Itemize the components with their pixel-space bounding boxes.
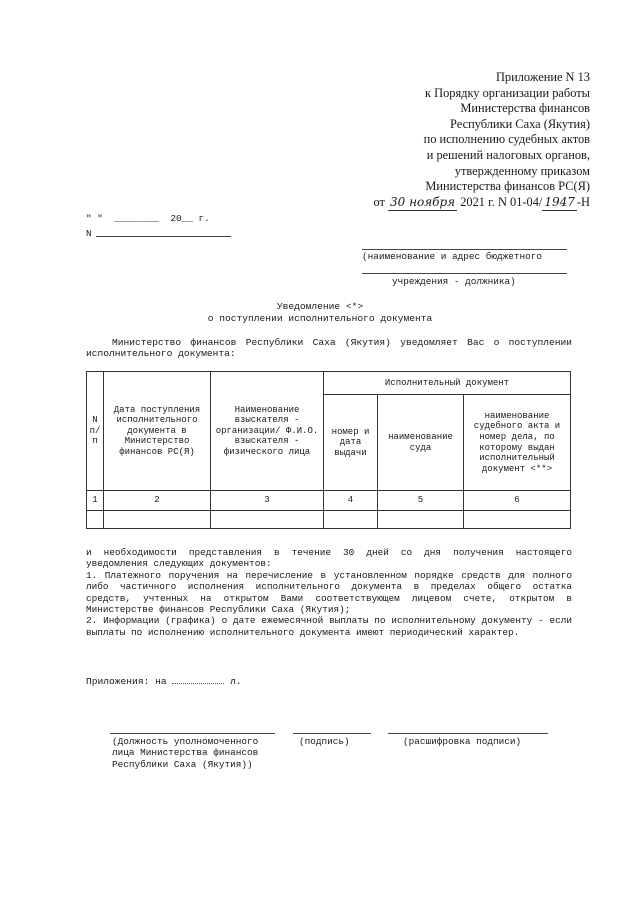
title-line-2: о поступлении исполнительного документа: [207, 313, 433, 324]
attachments-blank: [172, 683, 224, 684]
appendix-line: и решений налоговых органов,: [426, 147, 590, 162]
attachments-label: Приложения: на: [86, 676, 167, 687]
intro-text: Министерство финансов Республики Саха (Якутия) уведомляет Вас о поступлении исполнительного документа:: [86, 337, 572, 359]
appendix-header: [373, 70, 590, 211]
decode-line: [388, 733, 548, 734]
number-underline: [96, 236, 231, 237]
table-empty-cell: [378, 511, 464, 529]
recipient-line-top: [362, 249, 567, 250]
requirements-text: [86, 547, 572, 638]
appendix-line: Республики Саха (Якутия): [450, 116, 590, 131]
recipient-line-bottom: [362, 273, 567, 274]
col-receipt-date-header: Дата поступления исполнительного документа в Министерство финансов РС(Я): [104, 372, 211, 491]
decode-caption: (расшифровка подписи): [403, 736, 522, 747]
number-label: N: [86, 228, 92, 239]
position-caption-line: (Должность уполномоченного: [112, 736, 259, 747]
attachments-line: [86, 676, 242, 687]
col-index-cell: 3: [211, 491, 324, 511]
date-field: " " ________ 20__ г.: [86, 213, 210, 224]
appendix-line: к Порядку организации работы: [425, 85, 590, 100]
position-caption-line: лица Министерства финансов: [112, 747, 259, 759]
requirement-item-2: 2. Информации (графика) о дате ежемесячной выплаты по исполнительному документу - если выплаты по исполнению исполнительного документа имеют периодический характер.: [86, 615, 572, 638]
documents-table: [86, 371, 571, 529]
table-empty-cell: [464, 511, 571, 529]
requirement-item-1: 1. Платежного поручения на перечисление в установленном порядке средств для полного либо частичного исполнения исполнительного документа в пределах общего остатка средств, учтенных на открытом Вами соответствующем лицевом счете, открытом в Министерстве финансов Республики Саха (Якутия);: [86, 569, 572, 616]
table-empty-cell: [324, 511, 378, 529]
col-court-header: наименование суда: [378, 395, 464, 491]
notice-title: [0, 301, 640, 325]
col-index-cell: 6: [464, 491, 571, 511]
position-line: [110, 733, 275, 734]
order-suffix: -Н: [576, 194, 590, 209]
col-doc-number-date-header: номер и дата выдачи: [324, 395, 378, 491]
col-claimant-header: Наименование взыскателя - организации/ Ф.И.О. взыскателя - физического лица: [211, 372, 324, 491]
position-caption-line: Республики Саха (Якутия)): [112, 758, 253, 770]
title-line-1: Уведомление <*>: [276, 301, 364, 312]
order-line: [373, 195, 590, 212]
order-number-handwritten: 1947: [542, 195, 577, 212]
col-index-cell: 2: [104, 491, 211, 511]
signature-caption: (подпись): [299, 736, 350, 747]
order-prefix: от: [373, 194, 385, 209]
order-mid: 2021 г. N 01-04/: [460, 194, 543, 209]
appendix-line: утвержденному приказом: [454, 163, 590, 178]
appendix-line: по исполнению судебных актов: [423, 132, 590, 147]
requirements-intro: и необходимости представления в течение 30 дней со дня получения настоящего уведомления следующих документов:: [86, 547, 572, 570]
col-group-exec-doc: Исполнительный документ: [324, 372, 571, 395]
appendix-line: Министерства финансов: [460, 101, 590, 116]
order-date-handwritten: 30 ноября: [388, 195, 457, 212]
table-empty-cell: [104, 511, 211, 529]
appendix-line: Министерства финансов РС(Я): [425, 179, 590, 194]
col-index-cell: 4: [324, 491, 378, 511]
attachments-suffix: л.: [230, 676, 242, 687]
table-empty-cell: [211, 511, 324, 529]
position-caption: [112, 736, 258, 770]
col-index-cell: 1: [87, 491, 104, 511]
recipient-caption-2: учреждения - должника): [392, 276, 516, 287]
col-index-cell: 5: [378, 491, 464, 511]
col-court-act-header: наименование судебного акта и номер дела, по которому выдан исполнительный документ <**>: [464, 395, 571, 491]
appendix-line: Приложение N 13: [495, 70, 590, 84]
recipient-caption-1: (наименование и адрес бюджетного: [362, 251, 543, 262]
col-number-header: N п/п: [87, 372, 104, 491]
table-empty-cell: [87, 511, 104, 529]
signature-line: [293, 733, 371, 734]
